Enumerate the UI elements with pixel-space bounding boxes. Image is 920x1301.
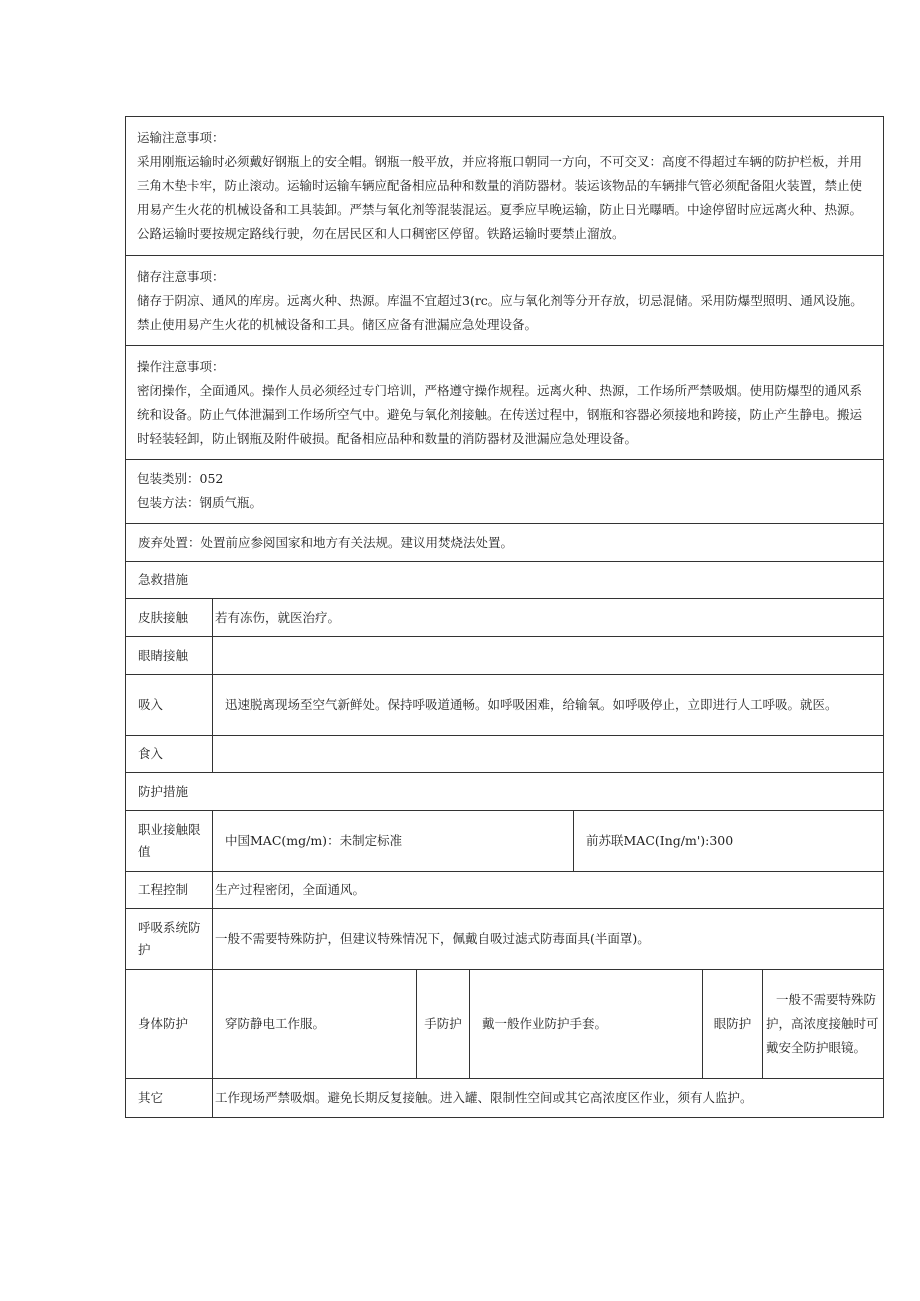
other-text: 工作现场严禁吸烟。避免长期反复接触。进入罐、限制性空间或其它高浓度区作业，须有人监护。 [213, 1079, 884, 1118]
transport-text: 采用刚瓶运输时必须戴好钢瓶上的安全帽。钢瓶一般平放，并应将瓶口朝同一方向，不可交叉：高度不得超过车辆的防护栏板，并用三角木垫卡牢，防止滚动。运输时运输车辆应配备相应品种和数量的消防器材。装运该物品的车辆排气管必须配备阻火装置，禁止使用易产生火花的机械设备和工具装卸。严禁与氧化剂等混装混运。夏季应早晚运输，防止日光曝晒。中途停留时应远离火种、热源。公路运输时要按规定路线行驶，勿在居民区和人口稠密区停留。铁路运输时要禁止溜放。 [137, 154, 863, 241]
ingestion-text [213, 736, 884, 773]
first-aid-heading-row [126, 562, 884, 599]
body-protection-text: 穿防静电工作服。 [213, 970, 417, 1079]
storage-row [126, 256, 884, 346]
other-label: 其它 [126, 1079, 213, 1118]
body-protection-row [126, 970, 884, 1079]
engineering-control-label: 工程控制 [126, 872, 213, 909]
exposure-limit-row [126, 811, 884, 872]
operation-text: 密闭操作，全面通风。操作人员必须经过专门培训，严格遵守操作规程。远离火种、热源，工作场所严禁吸烟。使用防爆型的通风系统和设备。防止气体泄漏到工作场所空气中。避免与氧化剂接触。在传送过程中，钢瓶和容器必须接地和跨接，防止产生静电。搬运时轻装轻卸，防止钢瓶及附件破损。配备相应品种和数量的消防器材及泄漏应急处理设备。 [137, 383, 863, 446]
storage-section [126, 256, 884, 346]
eye-protection-text: 一般不需要特殊防护，高浓度接触时可戴安全防护眼镜。 [763, 970, 884, 1079]
skin-contact-text: 若有冻伤，就医治疗。 [213, 599, 884, 637]
eye-contact-text [213, 637, 884, 675]
transport-row [126, 117, 884, 256]
hand-protection-label: 手防护 [417, 970, 470, 1079]
operation-row [126, 346, 884, 460]
storage-title: 储存注意事项： [137, 269, 225, 284]
china-mac-value: 中国MAC(mg/m)：未制定标准 [213, 811, 574, 872]
disposal-text: 废弃处置：处置前应参阅国家和地方有关法规。建议用焚烧法处置。 [126, 524, 884, 562]
skin-contact-row [126, 599, 884, 637]
packaging-category: 包装类别：052 [137, 471, 224, 486]
exposure-limit-label: 职业接触限值 [126, 811, 213, 872]
ingestion-row [126, 736, 884, 773]
packaging-section [126, 460, 884, 524]
transport-section [126, 117, 884, 256]
engineering-control-row [126, 872, 884, 909]
body-protection-label: 身体防护 [126, 970, 213, 1079]
packaging-row [126, 460, 884, 524]
eye-contact-row [126, 637, 884, 675]
disposal-row [126, 524, 884, 562]
protection-heading-row [126, 773, 884, 811]
inhalation-row [126, 675, 884, 736]
msds-table [125, 116, 884, 1118]
respiratory-protection-row [126, 909, 884, 970]
respiratory-protection-label: 呼吸系统防护 [126, 909, 213, 970]
storage-text: 储存于阴凉、通风的库房。远离火种、热源。库温不宜超过3(rc。应与氧化剂等分开存放，切忌混储。采用防爆型照明、通风设施。禁止使用易产生火花的机械设备和工具。储区应备有泄漏应急处理设备。 [137, 293, 863, 332]
eye-contact-label: 眼睛接触 [126, 637, 213, 675]
hand-protection-text: 戴一般作业防护手套。 [470, 970, 703, 1079]
packaging-method: 包装方法：钢质气瓶。 [137, 495, 263, 510]
transport-title: 运输注意事项： [137, 130, 225, 145]
operation-section [126, 346, 884, 460]
inhalation-text: 迅速脱离现场至空气新鲜处。保持呼吸道通畅。如呼吸困难，给输氧。如呼吸停止，立即进行人工呼吸。就医。 [213, 675, 884, 736]
msds-sheet [125, 116, 883, 1118]
ingestion-label: 食入 [126, 736, 213, 773]
ussr-mac-value: 前苏联MAC(Ing/m'):300 [574, 811, 884, 872]
operation-title: 操作注意事项： [137, 359, 225, 374]
inhalation-label: 吸入 [126, 675, 213, 736]
engineering-control-text: 生产过程密闭，全面通风。 [213, 872, 884, 909]
respiratory-protection-text: 一般不需要特殊防护，但建议特殊情况下，佩戴自吸过滤式防毒面具(半面罩)。 [213, 909, 884, 970]
protection-heading: 防护措施 [126, 773, 884, 811]
first-aid-heading: 急救措施 [126, 562, 884, 599]
eye-protection-label: 眼防护 [703, 970, 763, 1079]
other-row [126, 1079, 884, 1118]
skin-contact-label: 皮肤接触 [126, 599, 213, 637]
